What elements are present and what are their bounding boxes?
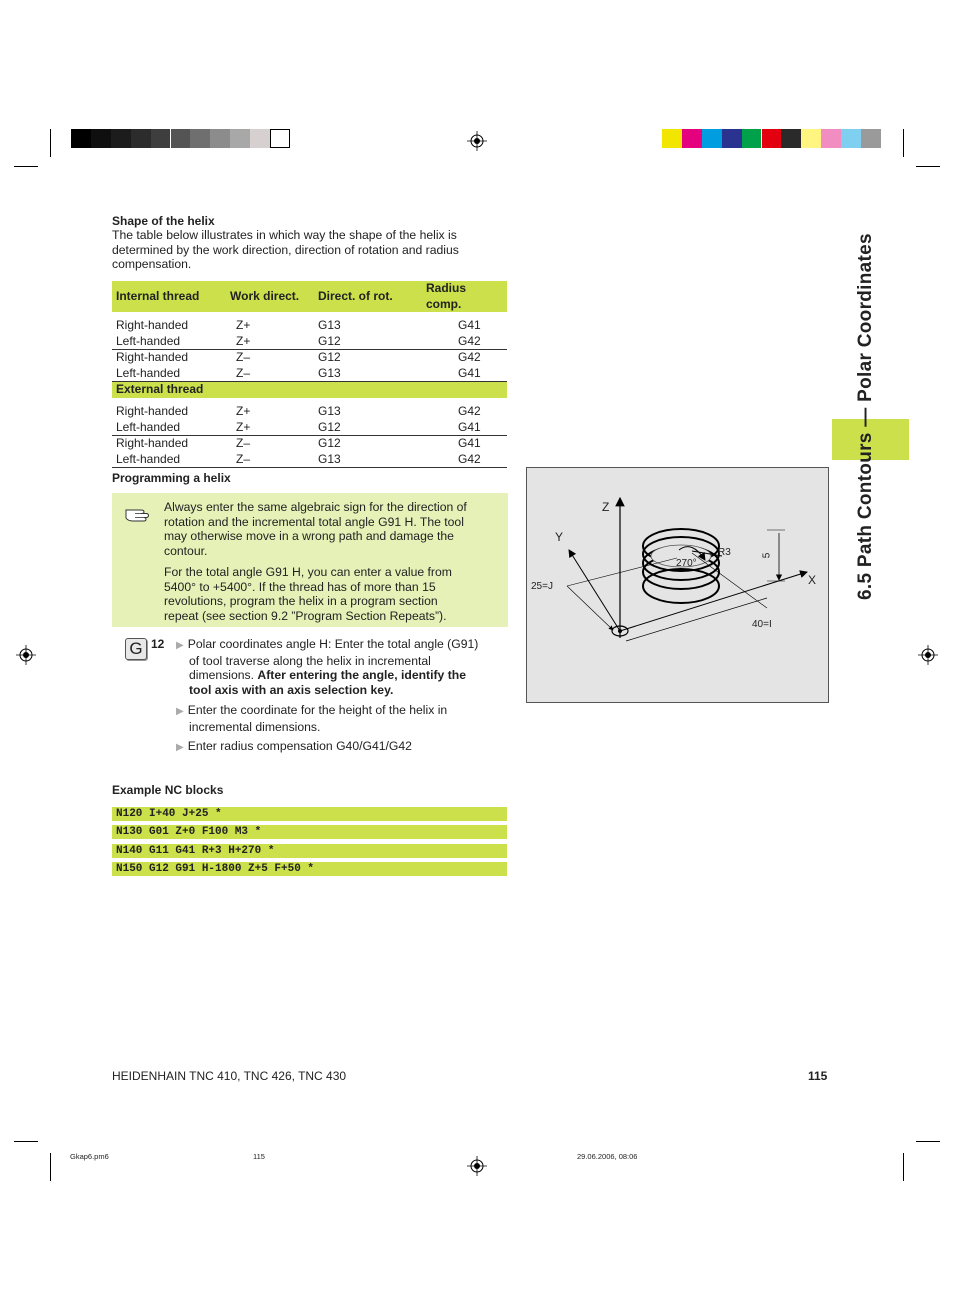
- angle-label: 270°: [676, 558, 697, 569]
- table-cell: G12: [314, 334, 422, 350]
- table-cell: Z+: [226, 334, 314, 350]
- color-swatch: [821, 129, 841, 148]
- side-section-title-text: 6.5 Path Contours — Polar Coordinates: [855, 233, 876, 600]
- table-cell: Left-handed: [112, 420, 226, 436]
- table-cell: G41: [422, 366, 507, 382]
- table-cell: G41: [422, 420, 507, 436]
- text-line: For the total angle G91 H, you can enter a value from: [164, 565, 452, 579]
- color-swatch: [742, 129, 762, 148]
- note-box: [112, 493, 508, 627]
- key-number: 12: [151, 637, 165, 651]
- color-swatch: [722, 129, 742, 148]
- crop-mark: [903, 1153, 904, 1181]
- color-swatch: [702, 129, 722, 148]
- table-cell: G12: [314, 420, 422, 436]
- footer-text: HEIDENHAIN TNC 410, TNC 426, TNC 430: [112, 1069, 347, 1083]
- table-header-row: [112, 281, 507, 312]
- nc-block-text: N130 G01 Z+0 F100 M3 *: [116, 826, 262, 838]
- color-swatch: [861, 129, 881, 148]
- table-cell: G13: [314, 366, 422, 382]
- heading-example-nc-blocks: Example NC blocks: [112, 783, 224, 797]
- color-swatch: [71, 129, 91, 148]
- table-row: [112, 452, 507, 468]
- text-line: compensation.: [112, 257, 192, 272]
- table-cell: Right-handed: [116, 404, 189, 418]
- text-line: may otherwise move in a wrong path and damage the: [164, 529, 454, 544]
- crop-mark: [916, 166, 940, 167]
- crop-mark: [916, 1141, 940, 1142]
- table-cell: G42: [422, 334, 507, 350]
- table-row: [112, 404, 507, 420]
- bold-text: After entering the angle, identify the: [257, 668, 466, 683]
- text-line: incremental dimensions.: [189, 719, 321, 734]
- nc-block: [112, 807, 507, 821]
- color-swatch: [250, 129, 270, 148]
- crop-mark: [50, 129, 51, 157]
- crop-mark: [14, 166, 38, 167]
- slug-page: 115: [253, 1152, 265, 1161]
- table-cell: Z+: [236, 318, 251, 332]
- table-row: [112, 350, 507, 366]
- heading-shape-of-helix: Shape of the helix: [112, 214, 215, 228]
- y-axis-label: Y: [555, 530, 564, 544]
- table-cell: G13: [318, 318, 341, 332]
- table-cell: Z–: [236, 436, 251, 450]
- registration-mark-icon: [467, 131, 487, 151]
- step-2: [176, 703, 506, 734]
- color-swatch: [801, 129, 821, 148]
- registration-mark-icon: [467, 1156, 487, 1176]
- table-cell: Z–: [226, 452, 314, 468]
- height-label: [761, 553, 772, 559]
- step-arrow-icon: ▶: [176, 706, 184, 717]
- text-line: Always enter the same algebraic sign for the direction of: [164, 500, 467, 514]
- intro-paragraph: [112, 228, 512, 272]
- table-cell: Z–: [236, 350, 251, 364]
- table-cell: G41: [458, 436, 481, 450]
- table-cell: G13: [314, 452, 422, 468]
- table-cell: G12: [318, 436, 341, 450]
- nc-block-text: N150 G12 G91 H-1800 Z+5 F+50 *: [116, 863, 315, 875]
- color-swatch: [781, 129, 801, 148]
- color-swatch: [762, 129, 782, 148]
- height-label-text: 5: [761, 552, 773, 559]
- nc-block: [112, 825, 507, 839]
- bold-text: tool axis with an axis selection key.: [189, 682, 394, 697]
- external-thread-label: External thread: [112, 382, 507, 399]
- helix-figure: [526, 467, 829, 703]
- nc-block: [112, 844, 507, 858]
- registration-mark-icon: [16, 645, 36, 665]
- crop-mark: [50, 1153, 51, 1181]
- text-line: 5400° to +5400°. If the thread has of more than 15: [164, 579, 436, 594]
- text-line: The table below illustrates in which way the shape of the helix is: [112, 228, 457, 242]
- color-swatch: [91, 129, 111, 148]
- color-swatch: [190, 129, 210, 148]
- table-cell: G12: [318, 350, 341, 364]
- table-cell: G41: [458, 318, 481, 332]
- text-line: repeat (see section 9.2 ”Program Section Repeats”).: [164, 608, 447, 623]
- g-key-icon: G: [125, 638, 147, 660]
- table-cell: Right-handed: [116, 436, 189, 450]
- table-row: [112, 334, 507, 350]
- table-cell: Right-handed: [116, 318, 189, 332]
- heading-programming-helix: Programming a helix: [112, 471, 231, 485]
- text-line: Polar coordinates angle H: Enter the total angle (G91): [187, 637, 479, 651]
- x-axis-label: X: [808, 573, 817, 587]
- color-swatch: [210, 129, 230, 148]
- table-row: [112, 318, 507, 334]
- crop-mark: [14, 1141, 38, 1142]
- helix-diagram: [527, 468, 828, 702]
- slug-date: 29.06.2006, 08:06: [577, 1152, 638, 1161]
- table-header: Direct. of rot.: [314, 281, 422, 312]
- i-label: 40=I: [752, 619, 772, 630]
- table-cell: G42: [422, 452, 507, 468]
- table-row: [112, 436, 507, 452]
- page-number: 115: [808, 1069, 828, 1083]
- color-swatch: [662, 129, 682, 148]
- text-line: rotation and the incremental total angle G91 H. The tool: [164, 514, 464, 529]
- note-paragraph-2: [164, 565, 504, 623]
- z-axis-label: Z: [602, 500, 610, 514]
- table-cell: G42: [458, 350, 481, 364]
- table-header: Radius comp.: [422, 281, 507, 312]
- step-arrow-icon: ▶: [176, 742, 184, 753]
- table-cell: G42: [458, 404, 481, 418]
- color-swatch: [682, 129, 702, 148]
- text-line: of tool traverse along the helix in incremental: [189, 653, 431, 668]
- color-swatch: [230, 129, 250, 148]
- table-cell: Left-handed: [112, 334, 226, 350]
- slug-filename: Gkap6.pm6: [70, 1152, 109, 1161]
- text-line: Enter radius compensation G40/G41/G42: [187, 739, 412, 753]
- table-subheader-row: [112, 382, 507, 399]
- step-arrow-icon: ▶: [176, 640, 184, 651]
- table-cell: Z–: [226, 366, 314, 382]
- table-row: [112, 366, 507, 382]
- color-swatch: [171, 129, 191, 148]
- table-header: Work direct.: [226, 281, 314, 312]
- text-line: dimensions.: [189, 668, 258, 683]
- step-3: [176, 739, 506, 756]
- table-header: Internal thread: [112, 281, 226, 312]
- table-cell: Right-handed: [116, 350, 189, 364]
- table-cell: Left-handed: [112, 452, 226, 468]
- registration-mark-icon: [918, 645, 938, 665]
- color-swatch: [841, 129, 861, 148]
- table-row: [112, 420, 507, 436]
- color-swatch: [131, 129, 151, 148]
- text-line: Enter the coordinate for the height of the helix in: [187, 703, 448, 717]
- text-line: determined by the work direction, direction of rotation and radius: [112, 242, 459, 257]
- table-cell: Left-handed: [112, 366, 226, 382]
- table-cell: Z+: [226, 420, 314, 436]
- nc-block: [112, 862, 507, 876]
- radius-label: R3: [718, 547, 731, 558]
- pointing-hand-icon: [124, 503, 152, 523]
- color-swatch: [151, 129, 171, 148]
- crop-mark: [903, 129, 904, 157]
- text-line: revolutions, program the helix in a program section: [164, 594, 438, 609]
- helix-shape-table: [112, 281, 507, 468]
- table-cell: G13: [318, 404, 341, 418]
- table-cell: Z+: [236, 404, 251, 418]
- note-paragraph-1: [164, 500, 504, 558]
- j-label: 25=J: [531, 581, 553, 592]
- nc-block-text: N140 G11 G41 R+3 H+270 *: [116, 845, 275, 857]
- text-line: contour.: [164, 543, 208, 558]
- color-swatch: [270, 129, 290, 148]
- nc-block-text: N120 I+40 J+25 *: [116, 808, 222, 820]
- step-1: [176, 637, 506, 697]
- color-swatch: [111, 129, 131, 148]
